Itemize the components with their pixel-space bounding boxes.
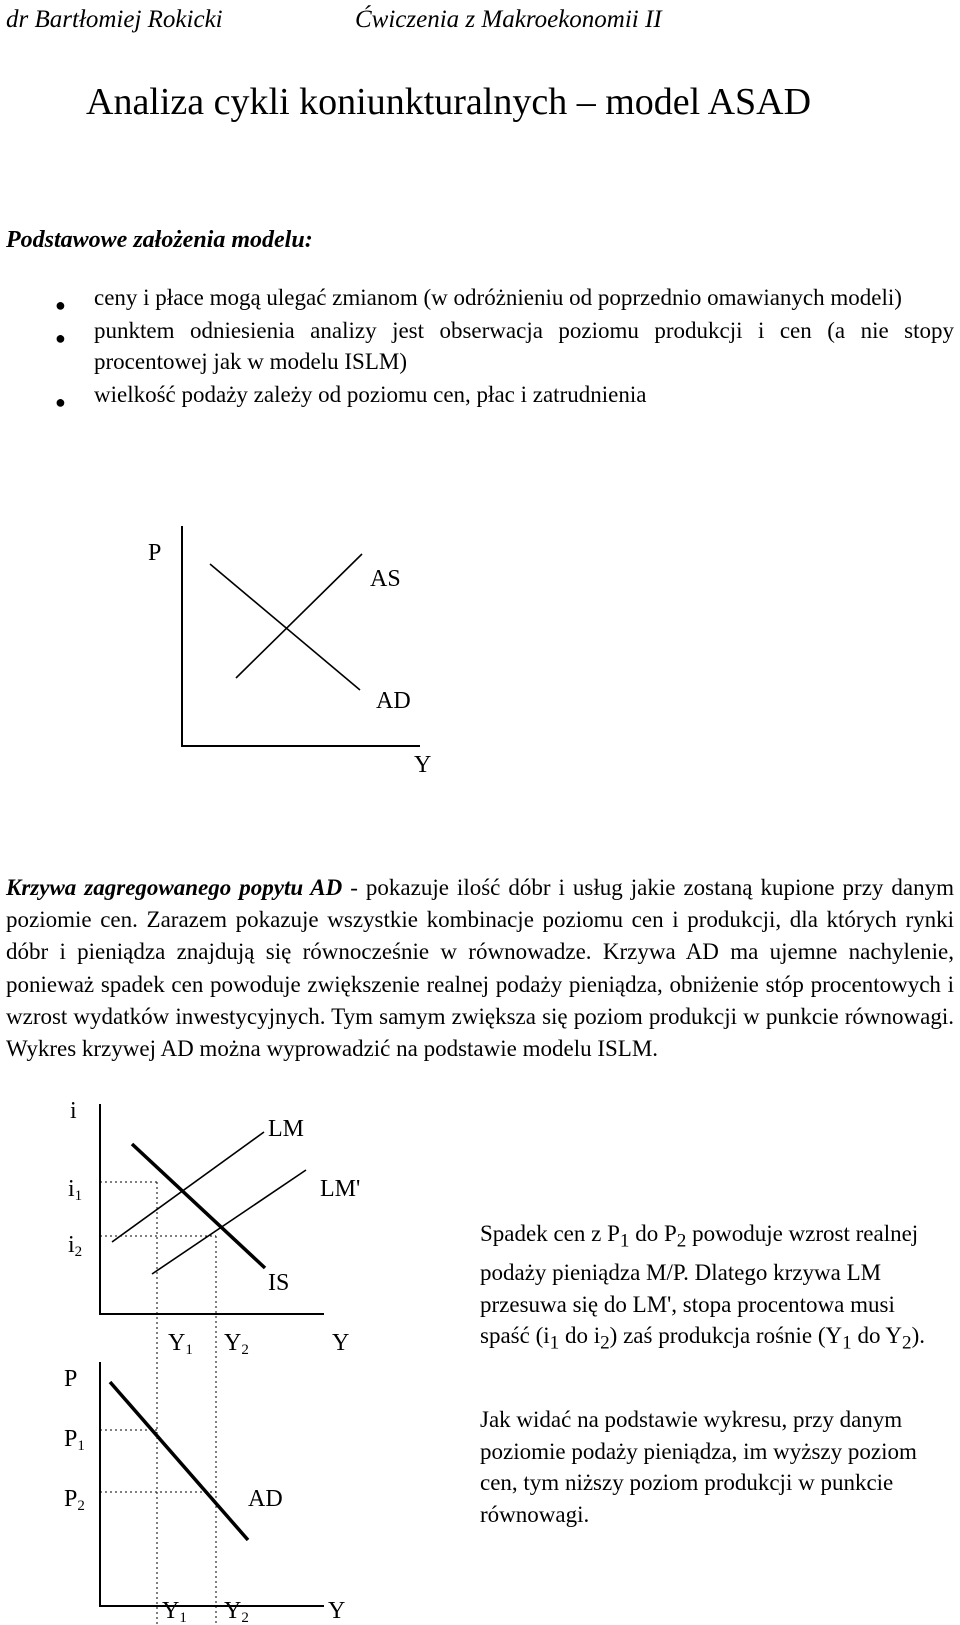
ad-y1-label: Y1 <box>162 1598 187 1625</box>
side1-text-b: do P <box>629 1221 677 1246</box>
islm-ad-diagram <box>50 1088 370 1625</box>
p2-label: P2 <box>64 1486 85 1514</box>
i2-label: i2 <box>68 1232 83 1260</box>
side1-text-e: ) zaś produkcja rośnie (Y <box>609 1323 843 1349</box>
as-curve <box>236 554 362 678</box>
assumptions-heading: Podstawowe założenia modelu: <box>6 227 313 253</box>
side1-text-g: ). <box>911 1323 925 1349</box>
ad-definition-lead: Krzywa zagregowanego popytu AD <box>6 875 343 900</box>
page-title: Analiza cykli koniunkturalnych – model ASAD <box>86 81 812 123</box>
islm-y1-label: Y1 <box>168 1330 193 1358</box>
is-label: IS <box>268 1270 290 1296</box>
asad-y-label: Y <box>414 752 432 778</box>
is-curve <box>132 1144 265 1268</box>
side1-text-f: do Y <box>851 1323 902 1349</box>
bullet-icon: ● <box>55 392 66 412</box>
list-item-text: wielkość podaży zależy od poziomu cen, płac i zatrudnienia <box>94 382 647 407</box>
bullet-icon: ● <box>55 295 66 315</box>
ad-p-label: P <box>64 1366 78 1392</box>
side1-text-d: do i <box>559 1323 601 1349</box>
lm-label: LM <box>268 1116 304 1142</box>
asad-ad-label: AD <box>376 688 411 714</box>
list-item <box>0 282 960 313</box>
assumptions-list <box>0 282 960 412</box>
ad-curve <box>210 564 360 690</box>
islm-i-label: i <box>70 1098 77 1124</box>
islm-y2-label: Y2 <box>224 1330 249 1358</box>
side1-text-c: powoduje wzrost realnej podaży pieniądza M/P. Dlatego krzywa LM przesuwa się do LM', stopa procentowa musi spaść (i <box>480 1221 919 1349</box>
p1-label: P1 <box>64 1426 85 1454</box>
ad-definition-text: - pokazuje ilość dóbr i usług jakie zostaną kupione przy danym poziomie cen. Zarazem pokazuje wszystkie kombinacje poziomu cen i produkcji, dla których rynki dóbr i pieniądza znajdują się równocześnie w równowadze. Krzywa AD ma ujemne nachylenie, ponieważ spadek cen powoduje zwiększenie realnej podaży pieniądza, obniżenie stóp procentowych i wzrost wydatków inwestycyjnych. Tym samym zwiększa się poziom produkcji w punkcie równowagi. Wykres krzywej AD można wyprowadzić na podstawie modelu ISLM. <box>6 875 955 1062</box>
side1-sub: 1 <box>842 1332 852 1354</box>
islm-y-label: Y <box>332 1330 350 1356</box>
list-item-text: punktem odniesienia analizy jest obserwacja poziomu produkcji i cen (a nie stopy procentowej jak w modelu ISLM) <box>94 318 954 374</box>
asad-diagram <box>140 520 460 780</box>
bullet-icon: ● <box>55 328 66 348</box>
side1-sub: 1 <box>549 1332 560 1354</box>
side1-sub: 2 <box>902 1332 912 1354</box>
list-item-text: ceny i płace mogą ulegać zmianom (w odróżnieniu od poprzednio omawianych modeli) <box>94 285 902 310</box>
asad-as-label: AS <box>370 566 401 592</box>
side1-sub: 2 <box>676 1230 687 1252</box>
ad-axes <box>100 1362 324 1606</box>
side1-text-a: Spadek cen z P <box>480 1221 620 1246</box>
side-explanation-2: Jak widać na podstawie wykresu, przy danym poziomie podaży pieniądza, im wyższy poziom cen, tym niższy poziom produkcji w punkcie równowagi. <box>480 1407 917 1527</box>
asad-p-label: P <box>148 540 162 566</box>
course-header: Ćwiczenia z Makroekonomii II <box>355 6 662 33</box>
i1-label: i1 <box>68 1176 83 1204</box>
author-header: dr Bartłomiej Rokicki <box>6 6 223 33</box>
lm-prime-label: LM' <box>320 1176 361 1202</box>
side1-sub: 2 <box>600 1332 610 1354</box>
ad-curve-lower <box>110 1382 248 1540</box>
ad-y2-label: Y2 <box>224 1598 249 1625</box>
side1-sub: 1 <box>619 1230 630 1252</box>
list-item <box>0 379 960 410</box>
list-item <box>0 315 960 377</box>
ad-x-labels <box>50 1594 370 1625</box>
ad-paragraph <box>6 872 954 1065</box>
ad-lower-label: AD <box>248 1486 283 1512</box>
ad-y-label: Y <box>328 1598 346 1624</box>
side-explanation-1 <box>480 1218 940 1359</box>
